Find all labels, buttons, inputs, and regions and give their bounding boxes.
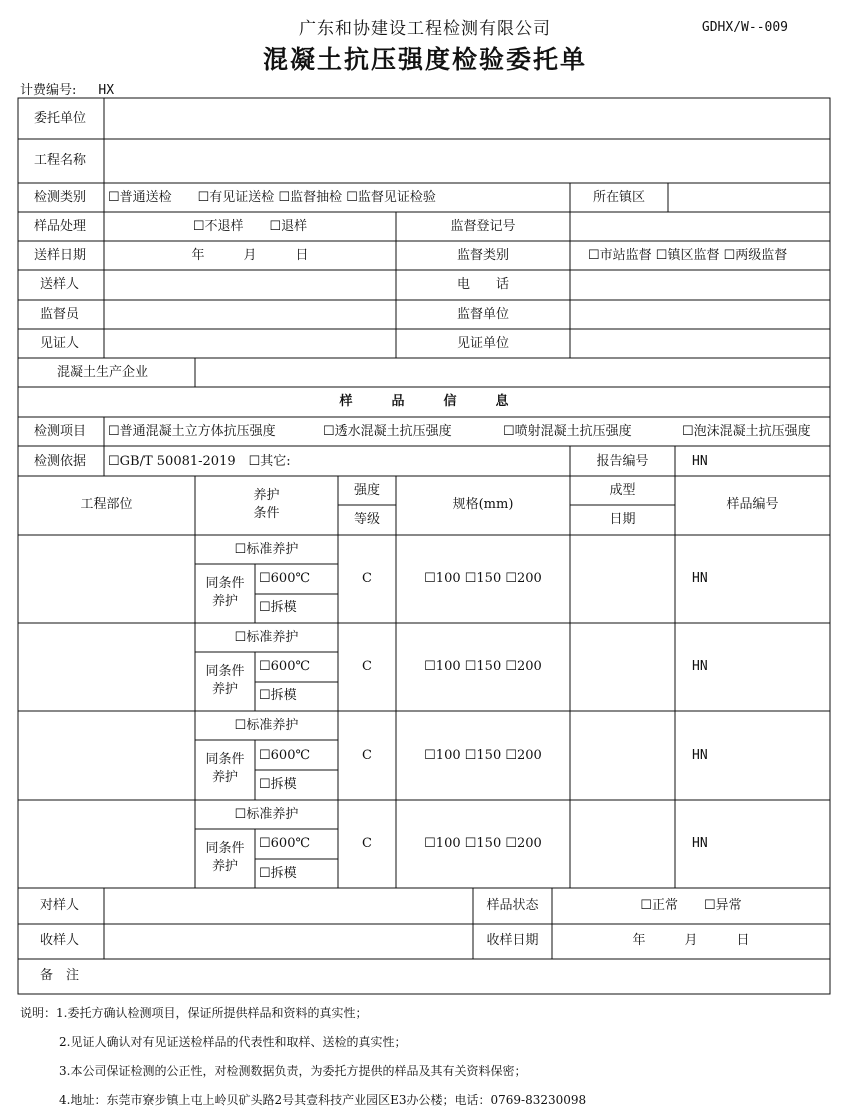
demold-checkbox[interactable]: ☐拆模 bbox=[259, 777, 297, 792]
strength-grade-value[interactable]: C bbox=[362, 659, 372, 674]
same-condition-label-1: 同条件 bbox=[205, 841, 245, 856]
receive-date-field[interactable]: 年 月 日 bbox=[632, 933, 750, 948]
header-forming: 成型 bbox=[609, 483, 636, 498]
sender-label: 送样人 bbox=[40, 277, 80, 292]
receiver-label: 收样人 bbox=[40, 933, 80, 948]
temp-600-checkbox[interactable]: ☐600℃ bbox=[259, 571, 311, 586]
report-number-value[interactable]: HN bbox=[692, 454, 708, 469]
header-grade: 等级 bbox=[353, 512, 380, 527]
witness-label: 见证人 bbox=[40, 336, 80, 351]
test-type-label: 检测类别 bbox=[34, 190, 87, 205]
supervision-reg-label: 监督登记号 bbox=[450, 219, 516, 234]
strength-grade-value[interactable]: C bbox=[362, 836, 372, 851]
phone-label: 电 话 bbox=[456, 277, 509, 292]
fee-number-label: 计费编号: bbox=[20, 83, 77, 98]
send-date-label: 送样日期 bbox=[34, 248, 87, 263]
sample-number-value[interactable]: HN bbox=[692, 659, 708, 674]
same-condition-label-1: 同条件 bbox=[205, 752, 245, 767]
standard-curing-checkbox[interactable]: ☐标准养护 bbox=[234, 807, 299, 822]
send-date-field[interactable]: 年 月 日 bbox=[191, 248, 309, 263]
header-strength: 强度 bbox=[353, 483, 380, 498]
demold-checkbox[interactable]: ☐拆模 bbox=[259, 688, 297, 703]
same-condition-label-2: 养护 bbox=[211, 859, 238, 874]
sample-number-value[interactable]: HN bbox=[692, 571, 708, 586]
producer-label: 混凝土生产企业 bbox=[57, 365, 149, 380]
spec-options[interactable]: ☐100 ☐150 ☐200 bbox=[424, 659, 542, 674]
supervision-unit-label: 监督单位 bbox=[456, 307, 509, 322]
temp-600-checkbox[interactable]: ☐600℃ bbox=[259, 836, 311, 851]
note-line: 4.地址：东莞市寮步镇上屯上岭贝矿头路2号其壹科技产业园区E3办公楼；电话：0769-83230098 bbox=[59, 1093, 587, 1107]
sample-handling-options[interactable]: ☐不退样 ☐退样 bbox=[192, 219, 308, 234]
sample-info-section-title: 样 品 信 息 bbox=[339, 394, 509, 409]
header-date: 日期 bbox=[609, 512, 636, 527]
test-basis-label: 检测依据 bbox=[34, 454, 87, 469]
test-item-option[interactable]: ☐普通混凝土立方体抗压强度 bbox=[108, 424, 276, 439]
note-line: 说明：1.委托方确认检测项目，保证所提供样品和资料的真实性； bbox=[20, 1006, 368, 1020]
test-item-label: 检测项目 bbox=[34, 424, 87, 439]
test-item-option[interactable]: ☐透水混凝土抗压强度 bbox=[323, 424, 452, 439]
strength-grade-value[interactable]: C bbox=[362, 571, 372, 586]
remarks-label: 备 注 bbox=[40, 968, 80, 983]
sample-state-label: 样品状态 bbox=[486, 898, 539, 913]
supervisor-label: 监督员 bbox=[40, 307, 80, 322]
header-curing-2: 条件 bbox=[253, 506, 280, 521]
document-number: GDHX/W--009 bbox=[701, 20, 788, 35]
same-condition-label-2: 养护 bbox=[211, 682, 238, 697]
receive-date-label: 收样日期 bbox=[486, 933, 539, 948]
temp-600-checkbox[interactable]: ☐600℃ bbox=[259, 748, 311, 763]
form-title: 混凝土抗压强度检验委托单 bbox=[262, 45, 587, 74]
standard-curing-checkbox[interactable]: ☐标准养护 bbox=[234, 718, 299, 733]
sample-number-value[interactable]: HN bbox=[692, 836, 708, 851]
test-item-option[interactable]: ☐喷射混凝土抗压强度 bbox=[503, 424, 632, 439]
same-condition-label-1: 同条件 bbox=[205, 664, 245, 679]
note-line: 2.见证人确认对有见证送检样品的代表性和取样、送检的真实性； bbox=[59, 1035, 407, 1049]
same-condition-label-1: 同条件 bbox=[205, 576, 245, 591]
header-curing-1: 养护 bbox=[253, 488, 280, 503]
report-number-label: 报告编号 bbox=[596, 454, 649, 469]
standard-curing-checkbox[interactable]: ☐标准养护 bbox=[234, 542, 299, 557]
project-name-label: 工程名称 bbox=[34, 153, 87, 168]
header-part: 工程部位 bbox=[80, 497, 133, 512]
temp-600-checkbox[interactable]: ☐600℃ bbox=[259, 659, 311, 674]
same-condition-label-2: 养护 bbox=[211, 594, 238, 609]
sample-state-options[interactable]: ☐正常 ☐异常 bbox=[640, 898, 742, 913]
demold-checkbox[interactable]: ☐拆模 bbox=[259, 866, 297, 881]
note-line: 3.本公司保证检测的公正性，对检测数据负责，为委托方提供的样品及其有关资料保密； bbox=[59, 1064, 527, 1078]
company-name: 广东和协建设工程检测有限公司 bbox=[299, 19, 551, 39]
checker-label: 对样人 bbox=[40, 898, 80, 913]
standard-curing-checkbox[interactable]: ☐标准养护 bbox=[234, 630, 299, 645]
test-item-option[interactable]: ☐泡沫混凝土抗压强度 bbox=[682, 424, 811, 439]
client-label: 委托单位 bbox=[34, 111, 87, 126]
witness-unit-label: 见证单位 bbox=[456, 336, 509, 351]
test-type-options[interactable]: ☐普通送检 ☐有见证送检 ☐监督抽检 ☐监督见证检验 bbox=[108, 190, 436, 205]
test-basis-options[interactable]: ☐GB/T 50081-2019 ☐其它: bbox=[108, 454, 291, 469]
fee-number-value[interactable]: HX bbox=[98, 83, 115, 98]
sample-number-value[interactable]: HN bbox=[692, 748, 708, 763]
sample-handling-label: 样品处理 bbox=[34, 219, 87, 234]
town-label: 所在镇区 bbox=[592, 190, 645, 205]
header-sample-no: 样品编号 bbox=[726, 497, 779, 512]
spec-options[interactable]: ☐100 ☐150 ☐200 bbox=[424, 836, 542, 851]
supervision-type-options[interactable]: ☐市站监督 ☐镇区监督 ☐两级监督 bbox=[588, 248, 788, 263]
demold-checkbox[interactable]: ☐拆模 bbox=[259, 600, 297, 615]
spec-options[interactable]: ☐100 ☐150 ☐200 bbox=[424, 748, 542, 763]
strength-grade-value[interactable]: C bbox=[362, 748, 372, 763]
supervision-type-label: 监督类别 bbox=[456, 248, 509, 263]
same-condition-label-2: 养护 bbox=[211, 770, 238, 785]
spec-options[interactable]: ☐100 ☐150 ☐200 bbox=[424, 571, 542, 586]
header-spec: 规格(mm) bbox=[452, 497, 514, 512]
